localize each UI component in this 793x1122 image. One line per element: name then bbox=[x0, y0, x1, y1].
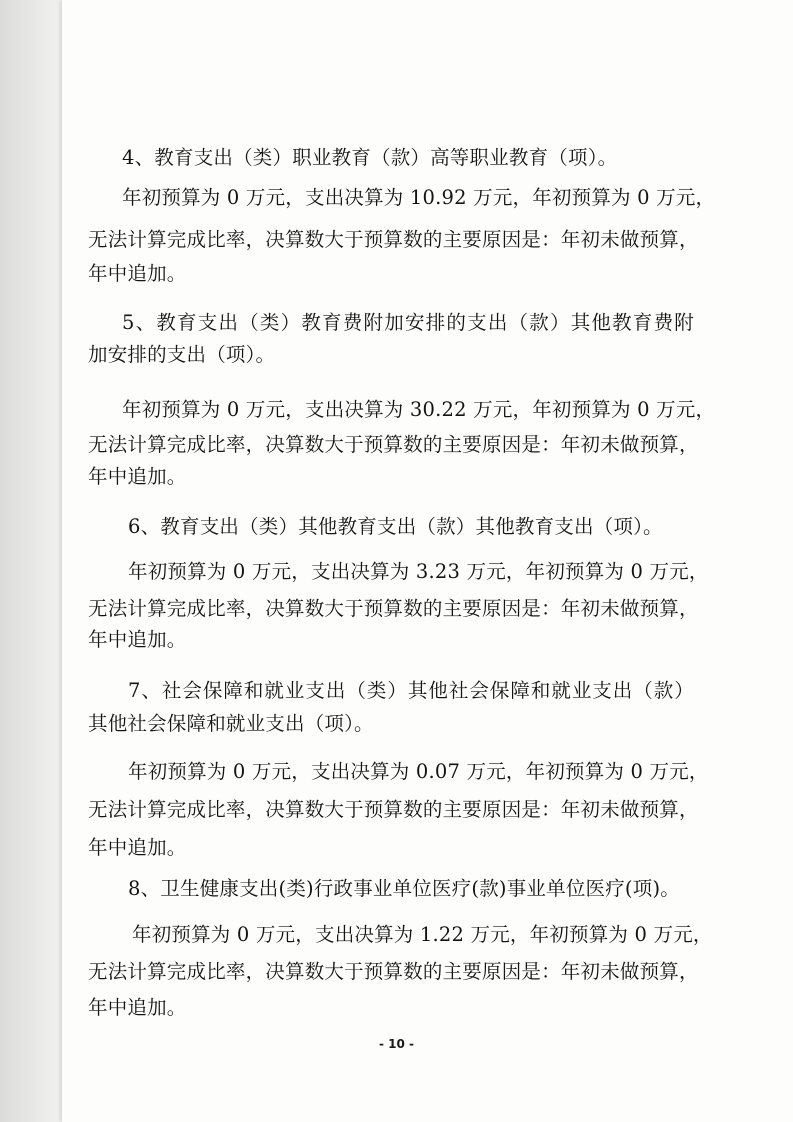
section-6-body-line-2: 无法计算完成比率，决算数大于预算数的主要原因是：年初未做预算， bbox=[88, 597, 699, 620]
scan-page-edge bbox=[0, 0, 62, 1122]
section-4-body-line-1: 年初预算为 0 万元，支出决算为 10.92 万元，年初预算为 0 万元， bbox=[122, 186, 716, 209]
section-6-heading: 6、教育支出（类）其他教育支出（款）其他教育支出（项）。 bbox=[128, 515, 663, 538]
section-6-body-line-3: 年中追加。 bbox=[88, 628, 187, 651]
section-5-heading-line-2: 加安排的支出（项）。 bbox=[88, 343, 276, 366]
section-6-body-line-1: 年初预算为 0 万元，支出决算为 3.23 万元，年初预算为 0 万元， bbox=[128, 560, 709, 583]
page-number: - 10 - bbox=[378, 1037, 414, 1051]
section-5-body-line-2: 无法计算完成比率，决算数大于预算数的主要原因是：年初未做预算， bbox=[88, 433, 699, 456]
section-4-body-line-2: 无法计算完成比率，决算数大于预算数的主要原因是：年初未做预算， bbox=[88, 228, 699, 251]
section-7-heading-line-2: 其他社会保障和就业支出（项）。 bbox=[88, 712, 374, 735]
section-8-body-line-3: 年中追加。 bbox=[88, 996, 187, 1019]
section-5-body-line-1: 年初预算为 0 万元，支出决算为 30.22 万元，年初预算为 0 万元， bbox=[122, 398, 716, 421]
section-5-body-line-3: 年中追加。 bbox=[88, 465, 187, 488]
section-7-heading-line-1: 7、社会保障和就业支出（类）其他社会保障和就业支出（款） bbox=[128, 679, 694, 702]
section-8-body-line-2: 无法计算完成比率，决算数大于预算数的主要原因是：年初未做预算， bbox=[88, 960, 699, 983]
section-4-body-line-3: 年中追加。 bbox=[88, 262, 187, 285]
section-5-heading-line-1: 5、教育支出（类）教育费附加安排的支出（款）其他教育费附 bbox=[122, 311, 694, 334]
section-7-body-line-2: 无法计算完成比率，决算数大于预算数的主要原因是：年初未做预算， bbox=[88, 798, 699, 821]
section-8-body-line-1: 年初预算为 0 万元，支出决算为 1.22 万元，年初预算为 0 万元， bbox=[132, 923, 713, 946]
section-8-heading: 8、卫生健康支出(类)行政事业单位医疗(款)事业单位医疗(项)。 bbox=[128, 877, 680, 900]
section-4-heading: 4、教育支出（类）职业教育（款）高等职业教育（项）。 bbox=[122, 146, 618, 169]
section-7-body-line-3: 年中追加。 bbox=[88, 836, 187, 859]
section-7-body-line-1: 年初预算为 0 万元，支出决算为 0.07 万元，年初预算为 0 万元， bbox=[128, 760, 709, 783]
